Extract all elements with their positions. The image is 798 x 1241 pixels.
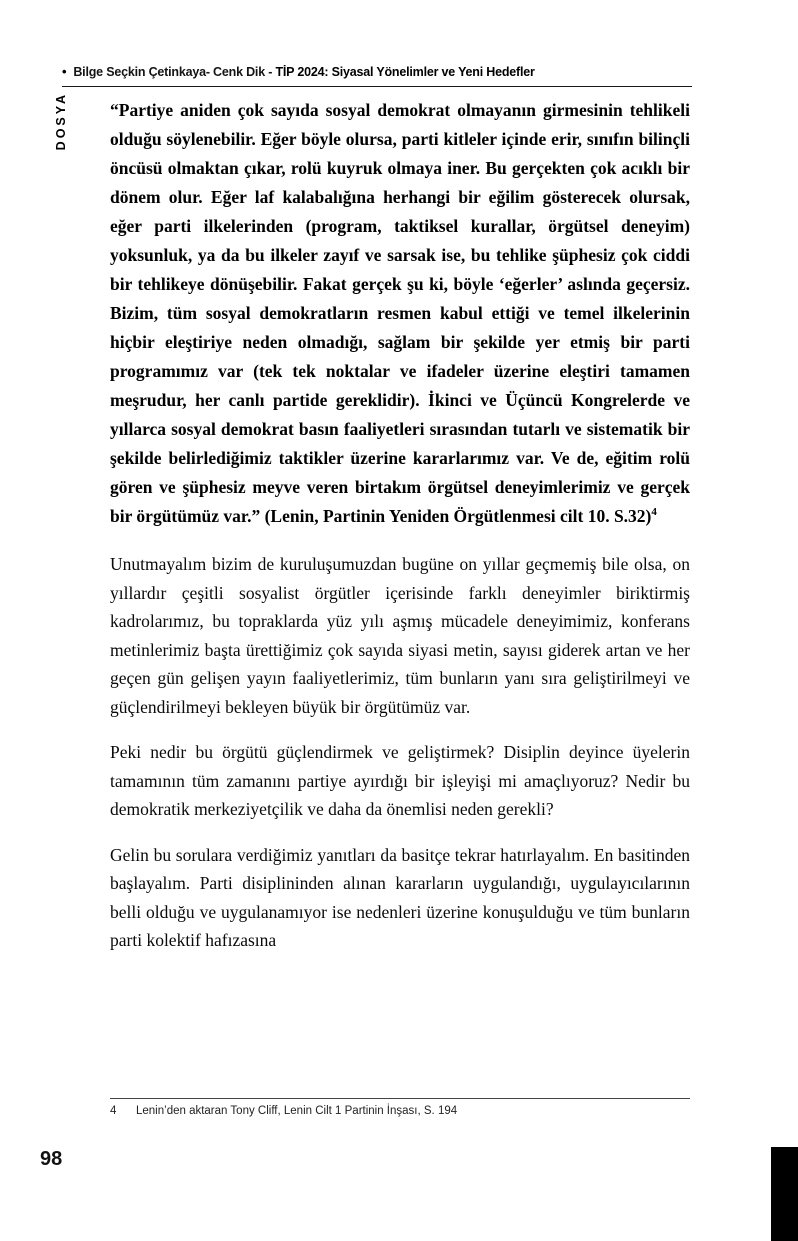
- header-authors: Bilge Seçkin Çetinkaya- Cenk Dik -: [73, 65, 276, 79]
- body-paragraph-2: Peki nedir bu örgütü güçlendirmek ve geliştirmek? Disiplin deyince üyelerin tamamının tüm zamanını partiye ayırdığı bir işleyişi mi amaçlıyoruz? Nedir bu demokratik merkeziyetçilik ve daha da önemlisi neden gerekli?: [110, 742, 690, 819]
- page-content: [110, 96, 690, 972]
- quote-paragraph: [110, 96, 690, 531]
- footnote: [110, 1098, 690, 1117]
- corner-tab-bar: [771, 1147, 798, 1241]
- body-paragraph-1: Unutmayalım bizim de kuruluşumuzdan bugüne on yıllar geçmemiş bile olsa, on yıllardır çeşitli sosyalist örgütler içerisinde farklı deneyimler biriktirmiş kadrolarımız, bu topraklarda yüz yılı aşmış mücadele deneyimimiz, konferans metinlerimiz başta ürettiğimiz çok sayıda siyasi metin, sayısı giderek artan ve her geçen gün gelişen yayın faaliyetlerimiz, tüm bunların yanı sıra geliştirilmeyi ve güçlendirilmeyi bekleyen büyük bir örgütümüz var.: [110, 554, 690, 717]
- body-paragraph-3: Gelin bu sorulara verdiğimiz yanıtları da basitçe tekrar hatırlayalım. En basitinden başlayalım. Parti disiplininden alınan kararların uygulandığı, uygulayıcılarının belli olduğu ve uygulanamıyor ise nedenleri üzerine konuşulduğu ve tüm bunların parti kolektif hafızasına: [110, 844, 690, 950]
- footnote-number: 4: [110, 1105, 117, 1117]
- page-header: [62, 64, 692, 87]
- quote-text: “Partiye aniden çok sayıda sosyal demokrat olmayanın girmesinin tehlikeli olduğu söylenebilir. Eğer böyle olursa, parti kitleler içinde erir, sınıfın bilinçli öncüsü olmaktan çıkar, rolü kuyruk olmaya iner. Bu gerçekten çok acıklı bir dönem olur. Eğer laf kalabalığına herhangi bir eğilim gösterecek olursak, eğer parti ilkelerinden (program, taktiksel kurallar, örgütsel deneyim) yoksunluk, ya da bu ilkeler zayıf ve sarsak ise, bu tehlike şüphesiz çok ciddi bir tehlikeye dönüşebilir. Fakat gerçek şu ki, böyle ‘eğerler’ aslında geçersiz. Bizim, tüm sosyal demokratların resmen kabul ettiği ve temel ilkelerinin hiçbir eleştiriye neden olmadığı, sağlam bir şekilde yer etmiş bir parti programımız var (tek tek noktalar ve ifadeler üzerine eleştiri tamamen meşrudur, her canlı partide gereklidir). İkinci ve Üçüncü Kongrelerde ve yıllarca sosyal demokrat basın faaliyetleri sırasından tutarlı ve sistematik bir şekilde belirlediğimiz taktikler üzerine kararlarımız var. Ve de, eğitim rolü gören ve şüphesiz meyve veren birtakım örgütsel deneyimlerimiz ve gerçek bir örgütümüz var.” (Lenin, Partinin Yeniden Örgütlenmesi cilt 10. S.32): [110, 100, 690, 526]
- footnote-text: Lenin’den aktaran Tony Cliff, Lenin Cilt 1 Partinin İnşası, S. 194: [136, 1105, 458, 1117]
- page-number: 98: [40, 1148, 63, 1170]
- margin-label-dosya: DOSYA: [54, 92, 68, 151]
- header-book-title: TİP 2024: Siyasal Yönelimler ve Yeni Hedefler: [275, 65, 535, 79]
- footnote-reference-marker: 4: [651, 506, 657, 519]
- header-bullet-icon: •: [62, 64, 67, 79]
